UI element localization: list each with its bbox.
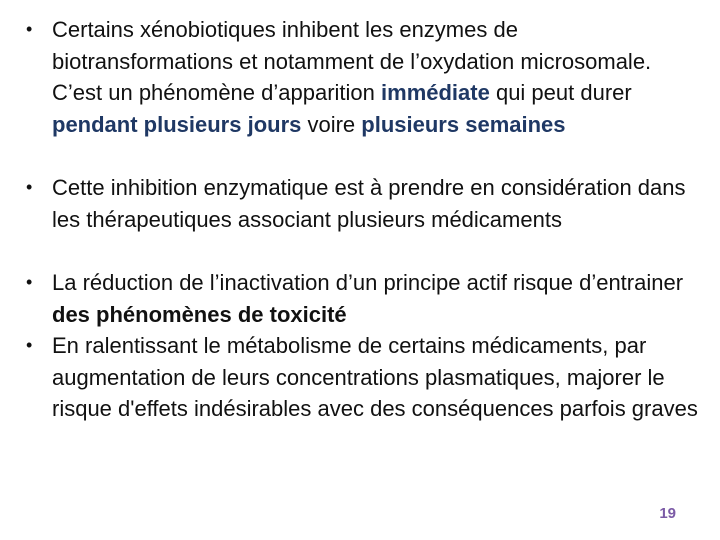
bullet-text-3-part-1: La réduction de l’inactivation d’un principe actif risque d’entrainer — [52, 270, 684, 295]
bullet-text-1-several-days: pendant plusieurs jours — [52, 111, 302, 137]
bullet-text-1-several-weeks: plusieurs semaines — [361, 111, 566, 137]
bullet-icon: • — [26, 272, 33, 292]
bullet-text-1-part-3: voire — [301, 111, 362, 137]
bullet-text-2: Cette inhibition enzymatique est à prendre en considération dans les thérapeutiques associant plusieurs médicaments — [52, 175, 686, 232]
page-number: 19 — [659, 505, 676, 522]
bullet-icon: • — [26, 335, 33, 355]
bullet-icon: • — [26, 177, 33, 197]
bullet-item-2 — [24, 172, 704, 267]
bullet-text-1-part-2: qui peut durer — [489, 80, 632, 106]
bullet-item-4 — [24, 330, 704, 456]
bullet-icon: • — [26, 19, 33, 39]
bullet-text-4: En ralentissant le métabolisme de certains médicaments, par augmentation de leurs concentrations plasmatiques, majorer le risque d'effets indésirables avec des conséquences parfois graves — [52, 333, 698, 422]
bullet-item-3 — [24, 267, 704, 330]
bullet-text-3-toxicity: des phénomènes de toxicité — [52, 301, 347, 327]
bullet-list — [24, 14, 704, 456]
bullet-text-1-immediate: immédiate — [381, 80, 490, 106]
bullet-item-1 — [24, 14, 704, 172]
bullet-text-1-part-1: Certains xénobiotiques inhibent les enzymes de biotransformations et notamment de l’oxydation microsomale. C’est un phénomène d’apparition — [52, 17, 652, 106]
